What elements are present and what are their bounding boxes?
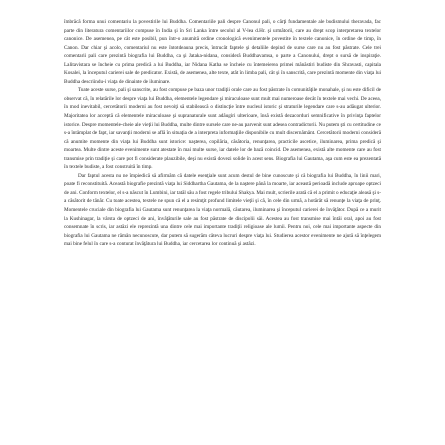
- paragraph-3: Dar faptul acesta nu ne împiedică să afirmăm că datele esenţiale sunt acum destul de bine cunoscute şi că biografia lui Buddha, în linii mari, poate fi reconstituită. Această biografie prezintă viaţa lui Siddhartha Gautama, de la naştere până la moarte, iar această perioadă include aproape optzeci de ani. Conform textelor, el s-a născut în Lumbini, iar tatăl său a fost regele tribului Shakya. Mai mult, scrierile arată că el a primit o educaţie aleasă şi s-a căsătorit de tânăr. Cu toate acestea, textele ne spun că el a resimţit profund limitele vieţii şi că, în cele din urmă, a hotărât să renunţe la viaţa de prinţ. Momentele cruciale din biografia lui Gautama sunt renunţarea la viaţa normală, căutarea, iluminarea şi începutul carierei de învăţător. După ce a murit la Kushinagar, la vârsta de optzeci de ani, învăţăturile sale au fost păstrate de discipolii săi. Acestea au fost transmise mai întâi oral, apoi au fost consemnate în scris, iar astăzi ele reprezintă una dintre cele mai importante tradiţii religioase ale lumii. Pentru noi, cele mai importante aspecte din biografia lui Gautama ne rămân necunoscute, dar putem să sugerăm câteva lucruri despre viaţa lui. Studierea acestor evenimente ne ajută să înţelegem mai bine felul în care s-a conturat învăţătura lui Buddha, iar cercetarea lor continuă şi astăzi.: [64, 172, 381, 248]
- paragraph-1: îmbrăcă forma unui comentariu la povestirile lui Buddha. Comentariile pali despre Canonul pali, o cărţi fundamentale ale budismului theravada, fac parte din literatura comentariilor compuse în India şi în Sri Lanka între secolul al V-lea d.Hr. şi următorii, care au drept scop interpretarea textelor canonice. De asemenea, pe cât este posibil, pun într-o anumită ordine cronologică evenimentele povestite în textele canonice, în ordine de timp, în Canon. Dar chiar şi acolo, comentariul nu este întotdeauna precis, întrucât faptele şi detaliile depind de surse care nu au fost păstrate. Cele trei comentarii pali care prezintă biografia lui Buddha, ca şi Jataka-nidana, consideră Buddhavamsa, o parte a Canonului, drept o sursă de inspiraţie. Lalitavistara se încheie cu prima predică a lui Buddha, iar Nidana Katha se încheie cu întemeierea primei mănăstiri budiste din Shravasti, capitala Kosalei, la începutul carierei sale de predicator. Există, de asemenea, alte texte, atât în limba pali, cât şi în sanscrită, care prezintă momente din viaţa lui Buddha descriindu-i viaţa de dinainte de iluminare.: [64, 19, 381, 85]
- body-text: [64, 18, 381, 249]
- paragraph-2: Toate aceste surse, pali şi sanscrite, au fost compuse pe baza unor tradiţii orale care au fost păstrate în comunităţile monahale, şi nu este dificil de observat că, în relatările lor despre viaţa lui Buddha, elementele legendare şi miraculoase sunt mult mai numeroase decât în textele mai vechi. De aceea, în mod inevitabil, cercetătorii moderni au fost nevoiţi să stabilească o distincţie între nucleul istoric şi straturile legendare care s-au adăugat ulterior. Majoritatea lor acceptă că elementele miraculoase şi supranaturale sunt adăugiri ulterioare, însă există dezacorduri semnificative în privinţa faptelor istorice. Despre momentele-cheie ale vieţii lui Buddha, multe dintre sursele care ne-au parvenit sunt adesea contradictorii. Nu putem şti cu certitudine ce s-a întâmplat de fapt, iar savanţii moderni se află în situaţia de a interpreta informaţiile disponibile cu mult discernământ. Cercetătorii moderni consideră că anumite momente din viaţa lui Buddha sunt istorice: naşterea, copilăria, căsătoria, renunţarea, practicile ascetice, iluminarea, prima predică şi moartea. Multe dintre aceste evenimente sunt atestate în mai multe surse, iar datele lor de bază coincid. De asemenea, există alte momente care au fost transmise prin tradiţie şi care pot fi considerate plauzibile, deşi nu există dovezi solide în acest sens. Biografia lui Gautama, aşa cum este ea prezentată în textele budiste, a fost construită în timp.: [64, 87, 381, 171]
